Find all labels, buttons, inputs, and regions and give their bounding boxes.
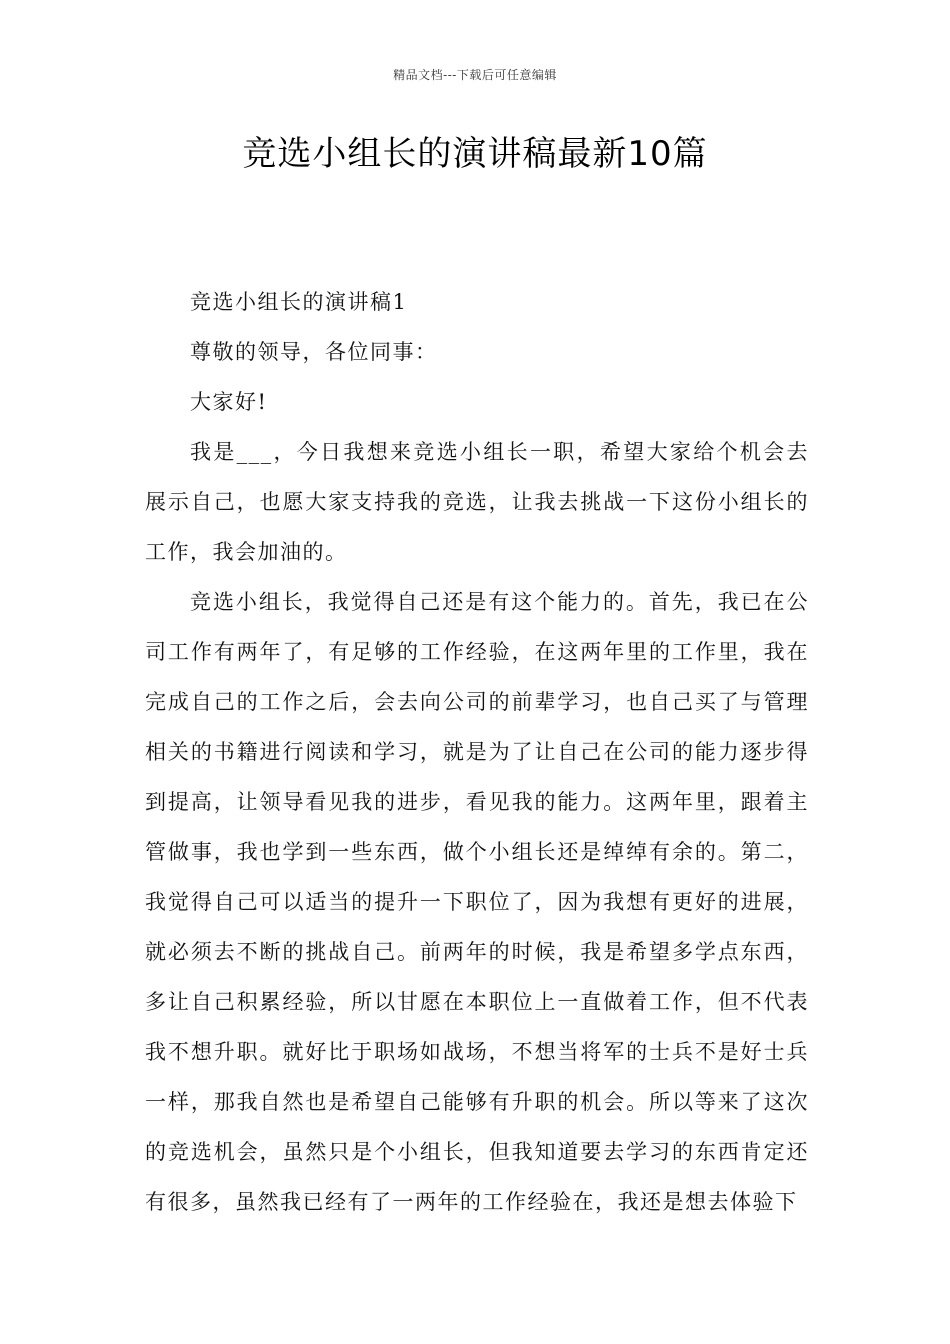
section-heading: 竞选小组长的演讲稿1 [190,290,408,314]
greeting: 大家好! [190,390,268,414]
header-note: 精品文档---下载后可任意编辑 [393,68,557,82]
paragraph-main: 竞选小组长，我觉得自己还是有这个能力的。首先，我已在公司工作有两年了，有足够的工作经验，在这两年里的工作里，我在完成自己的工作之后，会去向公司的前辈学习，也自己买了与管理相关的书籍进行阅读和学习，就是为了让自己在公司的能力逐步得到提高，让领导看见我的进步，看见我的能力。这两年里，跟着主管做事，我也学到一些东西，做个小组长还是绰绰有余的。第二，我觉得自己可以适当的提升一下职位了，因为我想有更好的进展，就必须去不断的挑战自己。前两年的时候，我是希望多学点东西，多让自己积累经验，所以甘愿在本职位上一直做着工作，但不代表我不想升职。就好比于职场如战场，不想当将军的士兵不是好士兵一样，那我自然也是希望自己能够有升职的机会。所以等来了这次的竞选机会，虽然只是个小组长，但我知道要去学习的东西肯定还有很多，虽然我已经有了一两年的工作经验在，我还是想去体验下 [145,590,809,1214]
salutation: 尊敬的领导，各位同事： [190,340,438,364]
document-body [145,277,809,1227]
document-title: 竞选小组长的演讲稿最新10篇 [242,134,708,174]
paragraph-intro: 我是___，今日我想来竞选小组长一职，希望大家给个机会去展示自己，也愿大家支持我的竞选，让我去挑战一下这份小组长的工作，我会加油的。 [145,440,809,564]
